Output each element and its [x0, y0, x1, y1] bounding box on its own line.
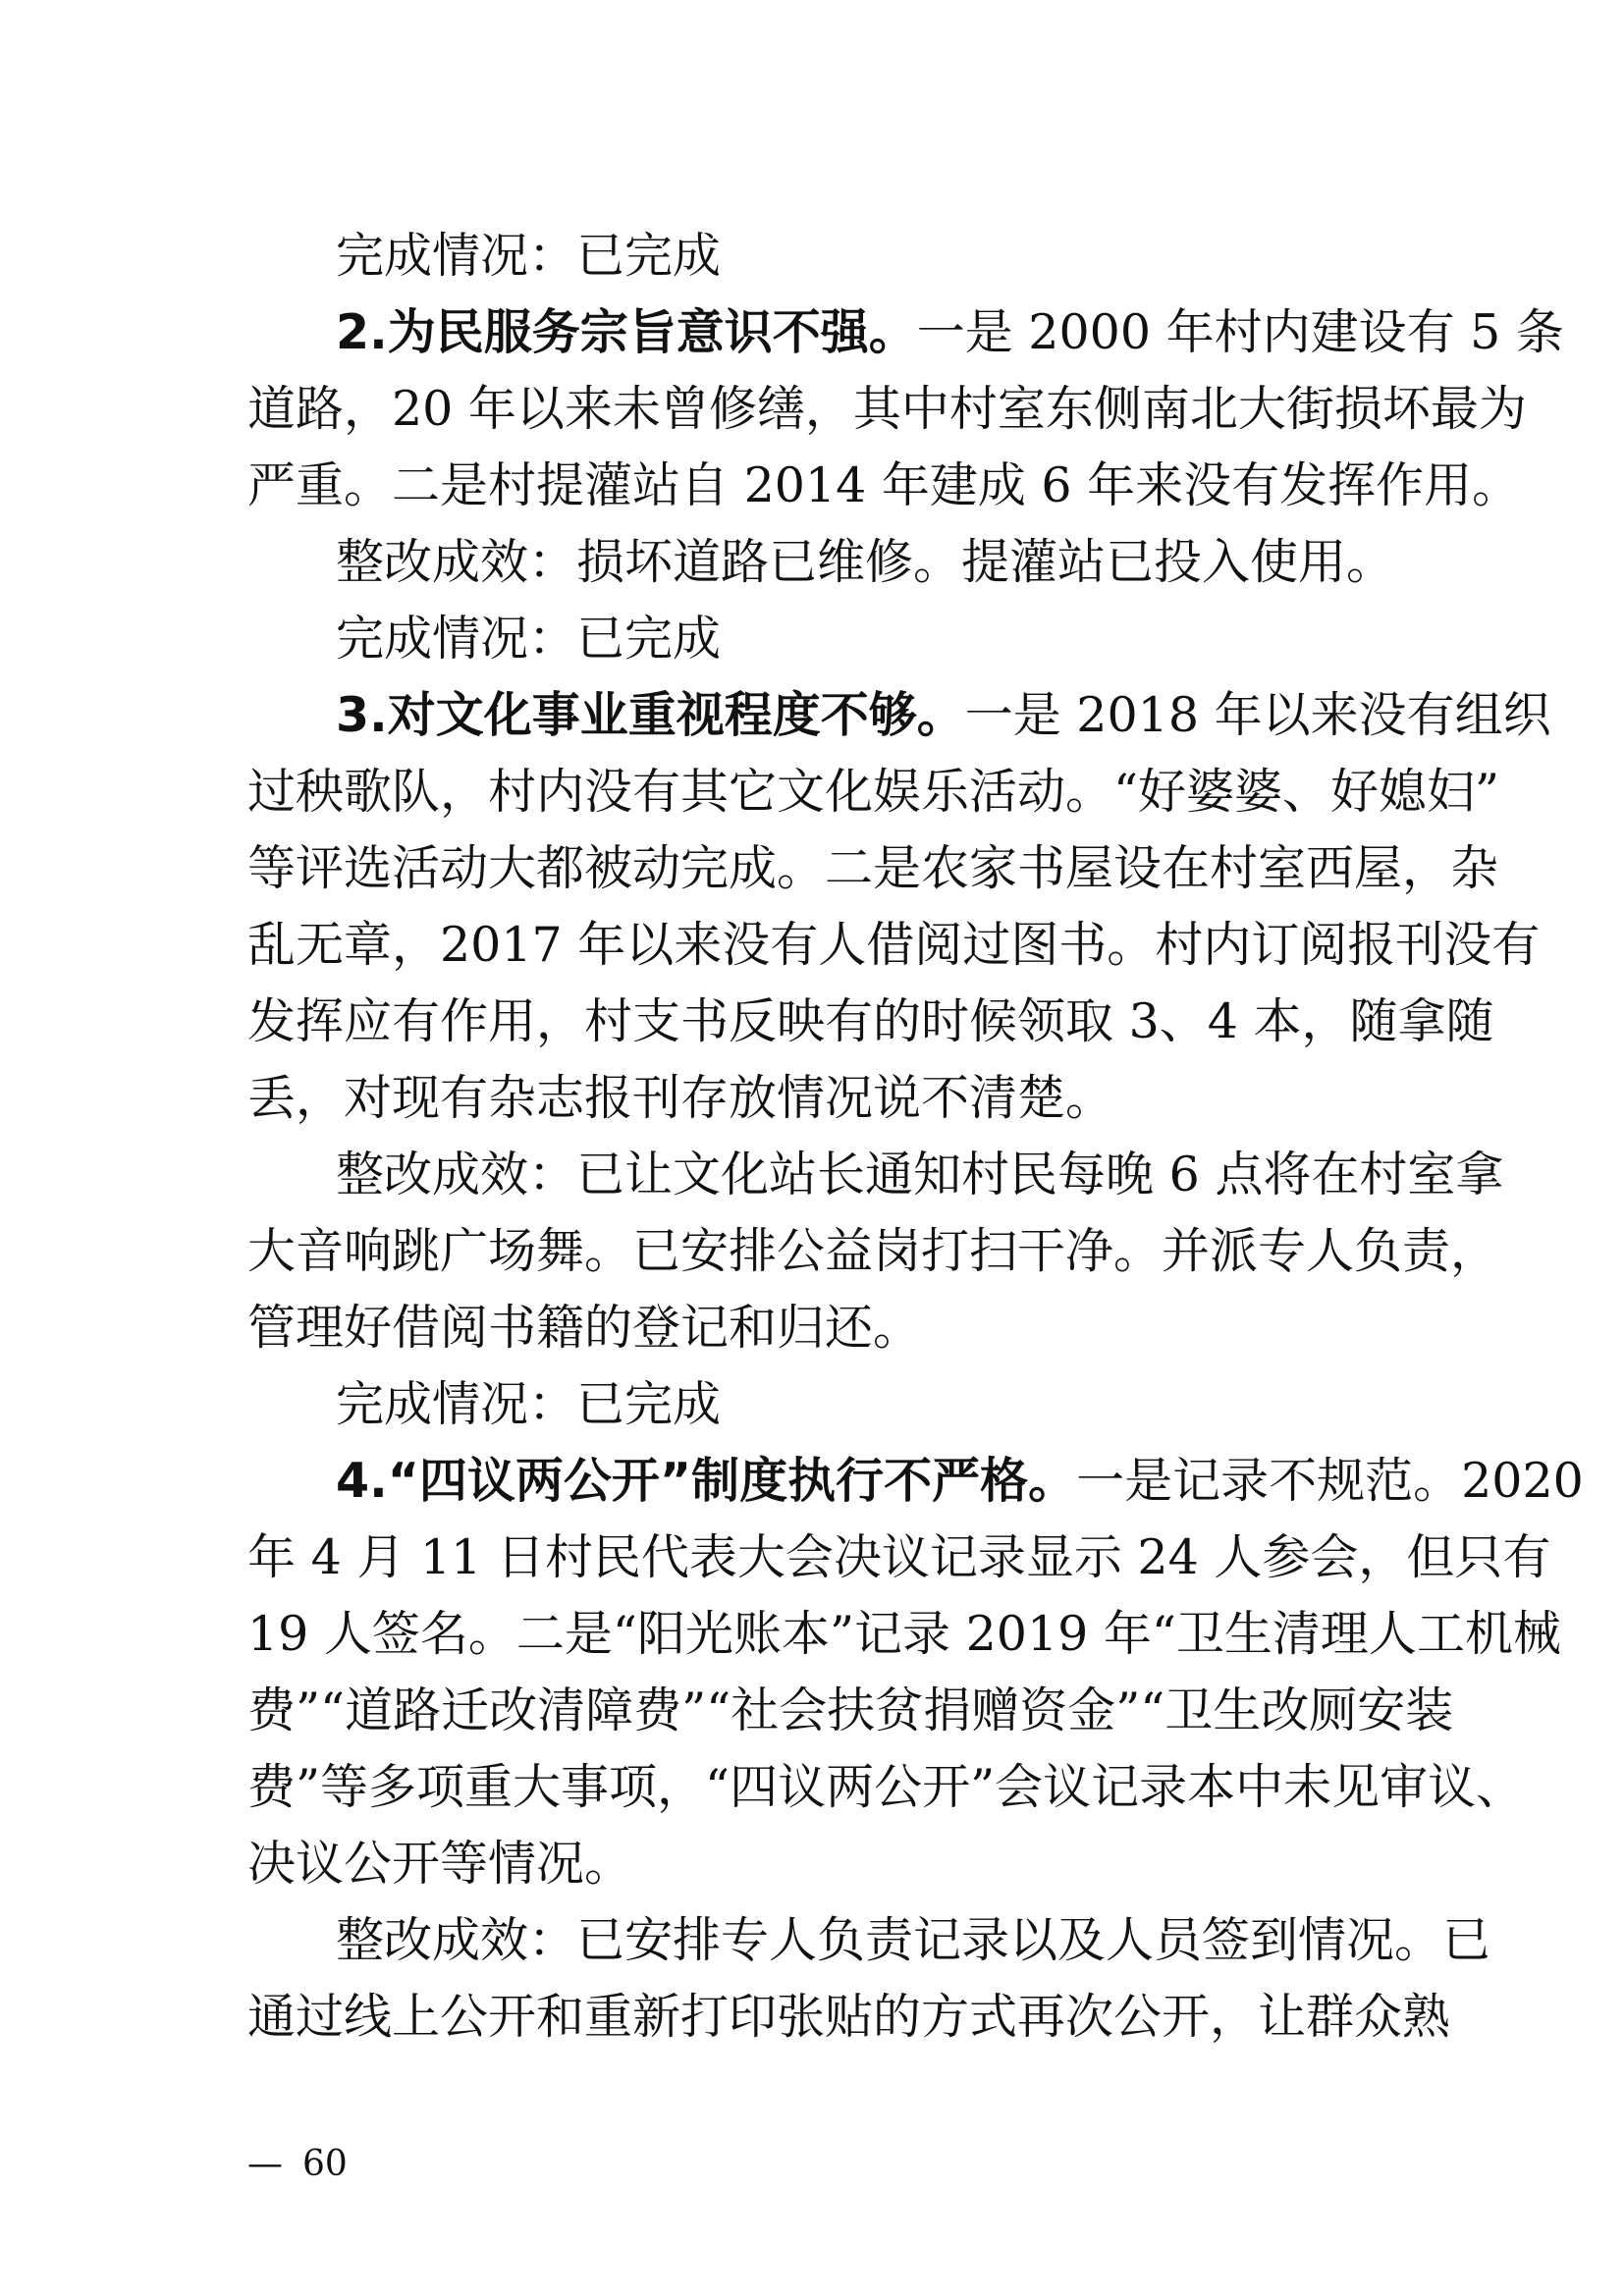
- paragraph-line: [247, 1749, 1525, 1826]
- paragraph-text: 发挥应有作用，村支书反映有的时候领取 3、4 本，随拿随: [247, 993, 1494, 1049]
- paragraph-text: 年 4 月 11 日村民代表大会决议记录显示 24 人参会，但只有: [247, 1529, 1551, 1585]
- paragraph-text: 一是 2018 年以来没有组织: [964, 687, 1551, 743]
- paragraph-text: 通过线上公开和重新打印张贴的方式再次公开，让群众熟: [247, 1989, 1451, 2045]
- paragraph-text: 费”“道路迁改清障费”“社会扶贫捐赠资金”“卫生改厕安装: [247, 1682, 1454, 1738]
- paragraph-text: 一是 2000 年村内建设有 5 条: [916, 304, 1564, 360]
- paragraph-text: 决议公开等情况。: [247, 1836, 633, 1892]
- paragraph-line: [247, 371, 1527, 448]
- paragraph-text: 道路，20 年以来未曾修缮，其中村室东侧南北大街损坏最为: [247, 381, 1527, 437]
- paragraph-text: 丢，对现有杂志报刊存放情况说不清楚。: [247, 1070, 1114, 1126]
- document-body: [247, 218, 1584, 2056]
- paragraph-text: 完成情况：已完成: [336, 1376, 722, 1432]
- paragraph-text: 管理好借阅书籍的登记和归还。: [247, 1300, 922, 1356]
- rectification-line: [247, 1137, 1504, 1213]
- paragraph-line: [247, 1673, 1454, 1749]
- paragraph-text: 费”等多项重大事项，“四议两公开”会议记录本中未见审议、: [247, 1759, 1525, 1815]
- paragraph-line: [247, 1060, 1392, 1137]
- paragraph-line: [247, 448, 1521, 524]
- paragraph-text: 整改成效：已安排专人负责记录以及人员签到情况。已: [336, 1912, 1491, 1968]
- paragraph-line: [247, 1596, 1561, 1673]
- issue-4-heading: 4.“四议两公开”制度执行不严格。: [336, 1453, 1077, 1509]
- issue-2-heading: 2.为民服务宗旨意识不强。: [336, 304, 917, 360]
- completion-status-line: [247, 601, 1392, 677]
- page-number: 60: [302, 2144, 348, 2184]
- issue-3-heading: 3.对文化事业重视程度不够。: [336, 687, 965, 743]
- paragraph-line: [247, 1520, 1551, 1596]
- paragraph-text: 过秧歌队，村内没有其它文化娱乐活动。“好婆婆、好媳妇”: [247, 764, 1500, 820]
- paragraph-line: [247, 1826, 1392, 1902]
- page-footer: [247, 2140, 348, 2189]
- paragraph-text: 整改成效：已让文化站长通知村民每晚 6 点将在村室拿: [336, 1147, 1504, 1202]
- paragraph-line: [247, 830, 1499, 907]
- rectification-line: [247, 1902, 1491, 1979]
- paragraph-text: 一是记录不规范。2020: [1076, 1453, 1584, 1509]
- rectification-line: [247, 524, 1395, 601]
- paragraph-line: [247, 907, 1541, 984]
- completion-status-line: [247, 1366, 1392, 1443]
- issue-4-first-line: [247, 1443, 1584, 1520]
- paragraph-line: [247, 1979, 1451, 2056]
- completion-status-line: [247, 218, 1392, 294]
- paragraph-line: [247, 754, 1500, 830]
- paragraph-text: 完成情况：已完成: [336, 611, 722, 667]
- footer-dash: —: [247, 2144, 283, 2184]
- paragraph-text: 整改成效：损坏道路已维修。提灌站已投入使用。: [336, 534, 1395, 590]
- issue-2-first-line: [247, 294, 1564, 371]
- paragraph-line: [247, 1213, 1499, 1290]
- issue-3-first-line: [247, 677, 1551, 754]
- paragraph-line: [247, 984, 1494, 1060]
- paragraph-line: [247, 1290, 1392, 1366]
- paragraph-text: 严重。二是村提灌站自 2014 年建成 6 年来没有发挥作用。: [247, 457, 1521, 513]
- paragraph-text: 完成情况：已完成: [336, 228, 722, 284]
- paragraph-text: 19 人签名。二是“阳光账本”记录 2019 年“卫生清理人工机械: [247, 1606, 1561, 1662]
- paragraph-text: 等评选活动大都被动完成。二是农家书屋设在村室西屋，杂: [247, 840, 1499, 896]
- paragraph-text: 大音响跳广场舞。已安排公益岗打扫干净。并派专人负责，: [247, 1223, 1499, 1279]
- paragraph-text: 乱无章，2017 年以来没有人借阅过图书。村内订阅报刊没有: [247, 917, 1541, 973]
